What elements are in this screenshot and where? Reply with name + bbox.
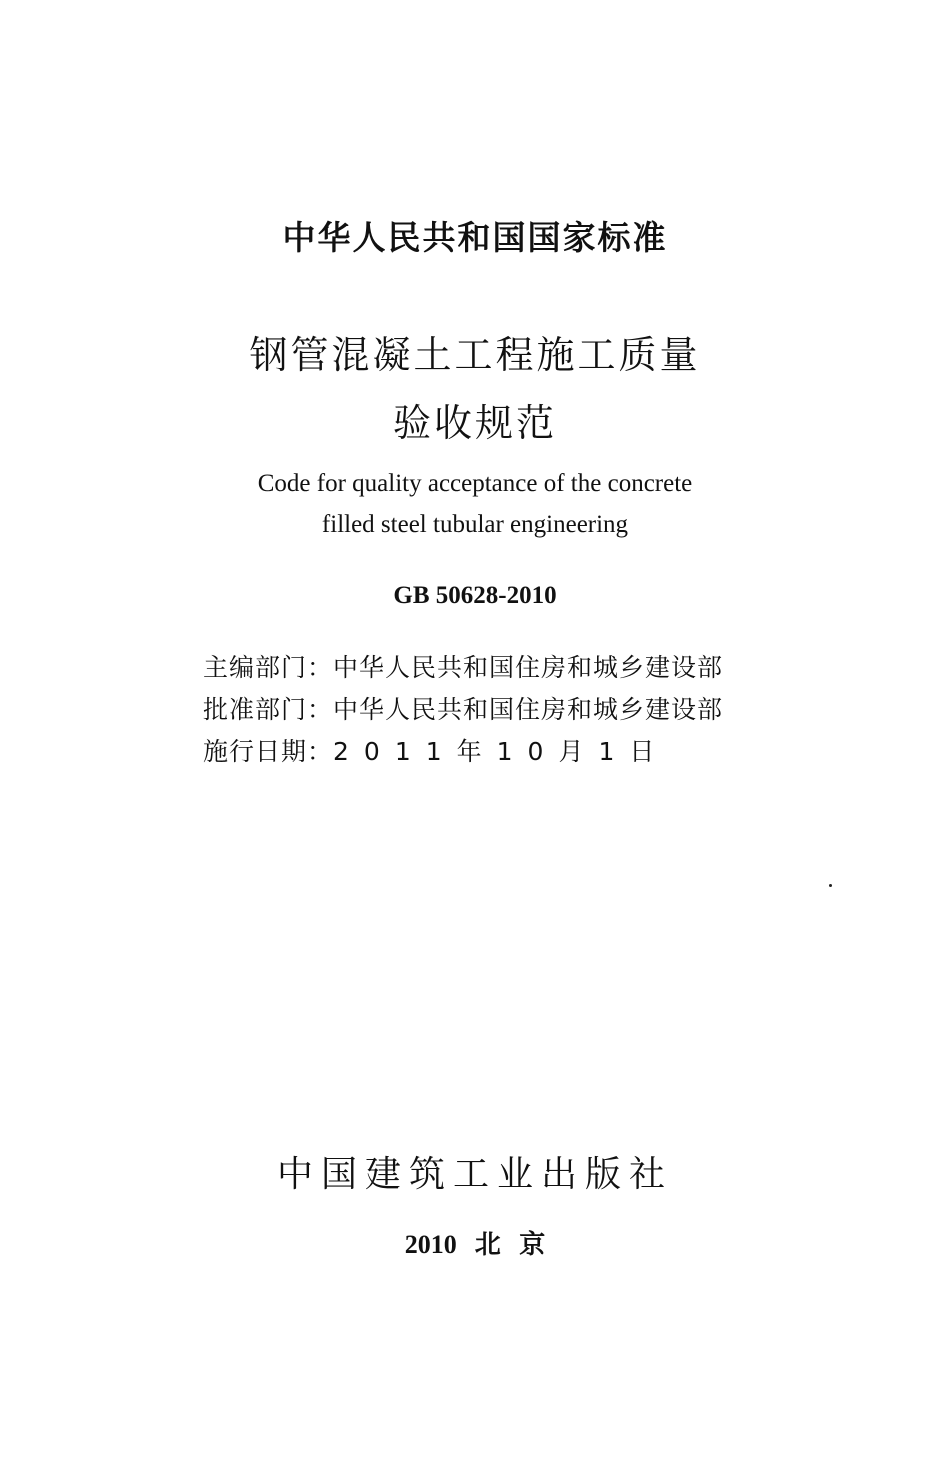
- title-english-line-2: filled steel tubular engineering: [321, 511, 629, 538]
- publication-year: 2010: [404, 1230, 457, 1259]
- standard-series-heading: 中华人民共和国国家标准: [282, 218, 668, 257]
- approver-department-label: 批准部门：: [203, 695, 334, 724]
- effective-date-row: [203, 732, 763, 768]
- effective-date-label: 施行日期：: [203, 737, 334, 766]
- effective-date-value: 2011年10月1日: [333, 737, 670, 766]
- print-speck: [829, 884, 832, 887]
- editor-department-value: 中华人民共和国住房和城乡建设部: [333, 653, 724, 682]
- approver-department-value: 中华人民共和国住房和城乡建设部: [333, 695, 724, 724]
- standard-code: GB 50628-2010: [393, 582, 557, 609]
- title-chinese-line-2: 验收规范: [392, 401, 557, 445]
- publication-place: [0, 1224, 950, 1261]
- publisher-name: 中国建筑工业出版社: [276, 1154, 673, 1195]
- publication-city: 北 京: [474, 1230, 546, 1259]
- title-english-line-1: Code for quality acceptance of the concrete: [257, 470, 693, 497]
- editor-department-row: [203, 648, 763, 684]
- approver-department-row: [203, 690, 763, 726]
- editor-department-label: 主编部门：: [203, 653, 334, 682]
- title-chinese-line-1: 钢管混凝土工程施工质量: [249, 333, 701, 377]
